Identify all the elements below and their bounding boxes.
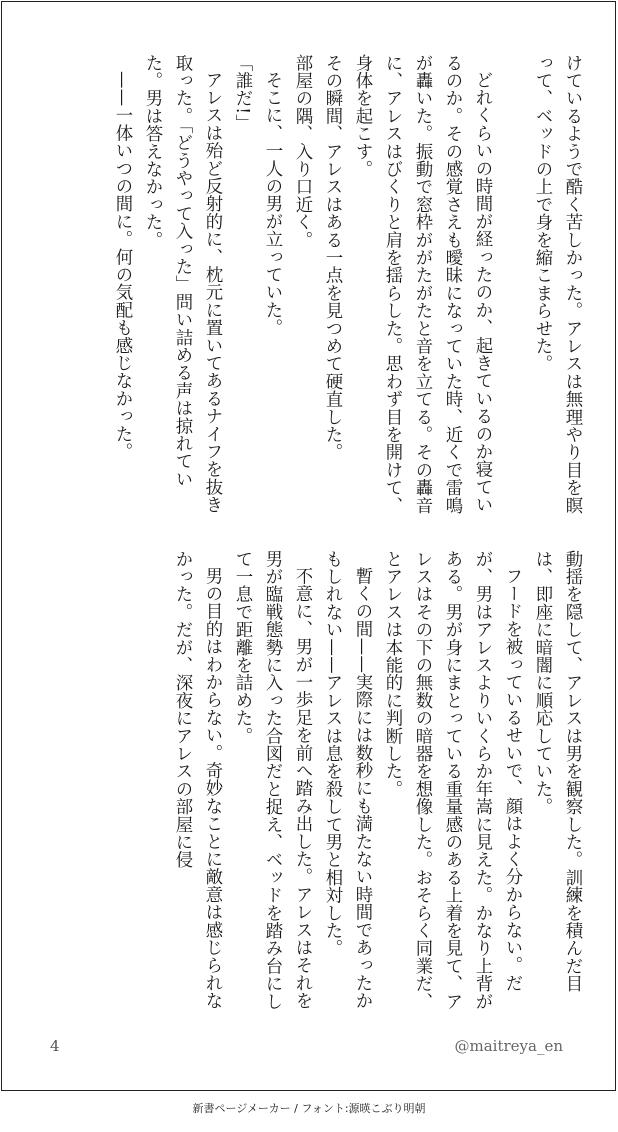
paragraph: ——一体いつの間に。何の気配も感じなかった。 (112, 71, 132, 461)
paragraph-blank (497, 54, 527, 519)
page-frame (1, 1, 616, 1091)
paragraph: アレスは殆ど反射的に、枕元に置いてあるナイフを抜き取った。「どうやって入った」問い詰める声は掠れていた。男は答えなかった。 (142, 54, 222, 514)
paragraph: 部屋の隅、入り口近く。 (292, 54, 312, 249)
paragraph: そこに、一人の男が立っていた。 (262, 71, 282, 337)
paragraph: 男の目的はわからない。奇妙なことに敵意は感じられなかった。だが、深夜にアレスの部屋に侵 (172, 550, 222, 1010)
text-block-top (31, 54, 587, 519)
paragraph-dialogue: 「誰だ!」 (232, 54, 252, 133)
author-handle: @maitreya_en (454, 1037, 563, 1055)
paragraph: その瞬間、アレスはある一点を見つめて硬直した。 (322, 54, 342, 462)
text-block-bottom (31, 550, 587, 1015)
paragraph: フードを被っているせいで、顔はよく分からない。だが、男はアレスよりいくらか年嵩に見えた。かなり上背がある。男が身にまとっている重量感のある上着を見て、アレスはその下の無数の暗器を想像した。おそらく同業だ、とアレスは本能的に判断した。 (382, 550, 522, 1011)
paragraph: 動揺を隠して、アレスは男を観察した。訓練を積んだ目は、即座に暗闇に順応していた。 (532, 550, 582, 993)
page-number: 4 (50, 1037, 60, 1055)
paragraph: けているようで酷く苦しかった。アレスは無理やり目を瞑って、ベッドの上で身を縮こまらせた。 (532, 54, 582, 515)
generator-caption: 新書ページメーカー / フォント:源暎こぶり明朝 (192, 1102, 426, 1115)
paragraph: 暫くの間——実際には数秒にも満たない時間であったかもしれない——アレスは息を殺して男と相対した。 (322, 550, 372, 1010)
paragraph: 不意に、男が一歩足を前へ踏み出した。アレスはそれを男が臨戦態勢に入った合図だと捉え、ベッドを踏み台にして一息で距離を詰めた。 (232, 550, 312, 1011)
paragraph: どれくらいの時間が経ったのか、起きているのか寝ているのか。その感覚さえも曖昧になっていた時、近くで雷鳴が轟いた。振動で窓枠ががたがたと音を立てる。その轟音に、アレスはびくりと肩を揺らした。思わず目を開けて、身体を起こす。 (352, 54, 492, 515)
